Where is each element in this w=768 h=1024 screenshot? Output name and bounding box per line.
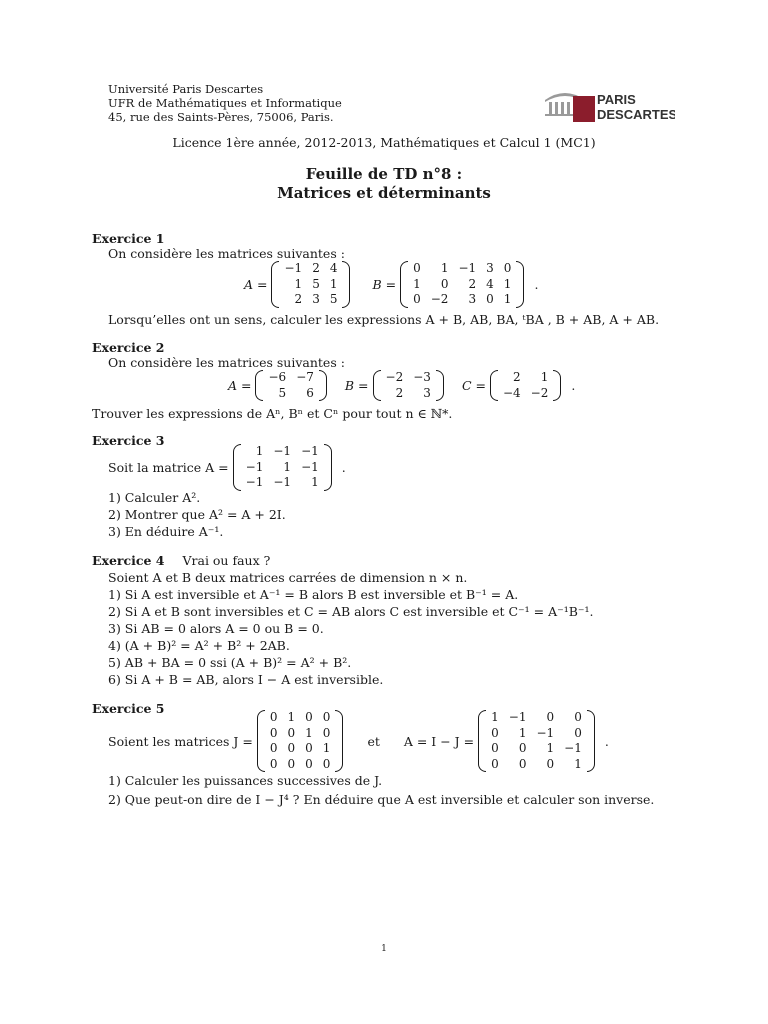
matrix-entry: 0 [546, 756, 555, 771]
matrix-entry: 1 [503, 276, 512, 291]
exercise-1-matrices: A = −1 2 4 1 5 1 2 3 5 B = 0 1 −1 3 0 1 0 2 4 1 0 −2 3 0 1 . [244, 261, 539, 306]
right-parenthesis [319, 370, 327, 401]
exercise-4-heading: Exercice 4 [92, 553, 165, 568]
matrix-entry: 2 [294, 292, 303, 306]
matrix-entry: 0 [503, 261, 512, 275]
left-parenthesis [373, 370, 381, 401]
matrix-entry: 0 [269, 710, 278, 724]
matrix-entry: 1 [540, 370, 549, 384]
matrix-entry: 0 [287, 725, 296, 740]
matrix-entry: 3 [423, 385, 431, 400]
matrix-c [490, 370, 561, 401]
matrix-entry: −1 [301, 459, 319, 474]
right-parenthesis [335, 710, 343, 772]
exercise-4-item: 6) Si A + B = AB, alors I − A est inversible. [108, 672, 384, 687]
left-parenthesis [255, 370, 263, 401]
exercise-1-intro: On considère les matrices suivantes : [108, 246, 345, 261]
exercise-5-heading: Exercice 5 [92, 701, 165, 716]
left-parenthesis [233, 444, 241, 491]
exercise-4-item: 1) Si A est inversible et A⁻¹ = B alors B est inversible et B⁻¹ = A. [108, 587, 519, 602]
matrix-j [257, 710, 344, 772]
matrix-entry: 2 [395, 385, 404, 400]
matrix-b [400, 261, 524, 308]
paris-descartes-logo [543, 86, 675, 124]
matrix-entry: −1 [536, 725, 555, 740]
matrix-entry: 1 [329, 276, 338, 291]
department-name: UFR de Mathématiques et Informatique [108, 96, 342, 110]
matrix-entry: 1 [518, 725, 527, 740]
matrix-entry: 0 [269, 725, 278, 740]
exercise-5-q2: 2) Que peut-on dire de I − J⁴ ? En déduire que A est inversible et calculer son inverse. [108, 792, 655, 807]
matrix-entry: 1 [283, 459, 292, 474]
right-parenthesis [436, 370, 444, 401]
matrix-a [233, 444, 332, 491]
university-name: Université Paris Descartes [108, 82, 264, 96]
matrix-entry: 4 [486, 276, 494, 291]
exercise-4-intro: Soient A et B deux matrices carrées de dimension n × n. [108, 570, 468, 585]
matrix-entry: 1 [255, 444, 264, 458]
matrix-entry: −1 [564, 741, 582, 755]
exercise-3-heading: Exercice 3 [92, 433, 165, 448]
matrix-entry: 1 [322, 741, 331, 755]
page-number: 1 [381, 944, 387, 954]
matrix-entry: 1 [287, 710, 296, 724]
matrix-entry: 0 [546, 710, 555, 724]
matrix-entry: 3 [486, 261, 494, 275]
matrix-entry: 0 [413, 292, 421, 306]
svg-text:PARIS: PARIS [597, 92, 636, 107]
matrix-entry: 1 [440, 261, 449, 275]
exercise-4-item: 5) AB + BA = 0 ssi (A + B)² = A² + B². [108, 655, 352, 670]
left-parenthesis [490, 370, 498, 401]
matrix-entry: 0 [574, 725, 582, 740]
matrix-entry: −1 [245, 475, 264, 489]
matrix-b [373, 370, 444, 401]
matrix-entry: 5 [329, 292, 338, 306]
matrix-entry: 0 [269, 741, 278, 755]
exercise-2-question: Trouver les expressions de Aⁿ, Bⁿ et Cⁿ pour tout n ∈ ℕ*. [92, 406, 453, 421]
left-parenthesis [400, 261, 408, 308]
exercise-4-item: 3) Si AB = 0 alors A = 0 ou B = 0. [108, 621, 324, 636]
exercise-4-subtitle: Vrai ou faux ? [182, 553, 271, 568]
matrix-entry: 1 [574, 756, 582, 771]
matrix-entry: 0 [491, 725, 499, 740]
matrix-entry: 0 [518, 741, 527, 755]
exercise-1-question: Lorsqu’elles ont un sens, calculer les expressions A + B, AB, BA, ᵗBA , B + AB, A + AB. [108, 312, 660, 327]
matrix-entry: 2 [513, 370, 521, 384]
matrix-entry: −3 [413, 370, 431, 384]
matrix-entry: 3 [468, 292, 477, 306]
exercise-5-matrices: Soient les matrices J = 0 1 0 0 0 0 1 0 0 0 0 1 0 0 0 0 et A = I − J = 1 −1 0 0 0 1 −1 0 0 0 1 −1 0 0 0 1 . [108, 710, 609, 771]
matrix-entry: −1 [245, 459, 264, 474]
matrix-entry: 0 [518, 756, 527, 771]
exercise-3-q2: 2) Montrer que A² = A + 2I. [108, 507, 286, 522]
matrix-entry: 3 [312, 292, 320, 306]
matrix-entry: −2 [385, 370, 404, 384]
matrix-entry: 0 [305, 756, 313, 771]
exercise-4-heading-line [92, 553, 270, 568]
right-parenthesis [342, 261, 350, 308]
matrix-entry: 1 [311, 475, 319, 489]
matrix-entry: 5 [278, 385, 287, 400]
exercise-4-item: 4) (A + B)² = A² + B² + 2AB. [108, 638, 290, 653]
exercise-5-q1: 1) Calculer les puissances successives de J. [108, 773, 383, 788]
title-line-2: Matrices et déterminants [277, 184, 491, 202]
exercise-5-et: et [367, 733, 380, 749]
exercise-3-intro: Soit la matrice A = [108, 459, 229, 475]
exercise-2-matrices: A = −6 −7 5 6 B = −2 −3 2 3 C = 2 1 −4 −2 . [228, 370, 576, 400]
right-parenthesis [553, 370, 561, 401]
matrix-entry: 0 [305, 741, 313, 755]
matrix-entry: −2 [530, 385, 549, 400]
page-title [0, 165, 768, 203]
matrix-entry: 0 [287, 741, 296, 755]
matrix-entry: −7 [296, 370, 314, 384]
matrix-entry: −2 [430, 292, 449, 306]
matrix-entry: 0 [322, 710, 331, 724]
matrix-entry: 5 [312, 276, 320, 291]
matrix-entry: −1 [284, 261, 303, 275]
matrix-a [255, 370, 326, 401]
matrix-entry: −4 [502, 385, 521, 400]
right-parenthesis [587, 710, 595, 772]
exercise-3-q1: 1) Calculer A². [108, 490, 201, 505]
matrix-entry: 4 [329, 261, 338, 275]
right-parenthesis [516, 261, 524, 308]
matrix-entry: −1 [273, 475, 292, 489]
matrix-entry: 0 [322, 756, 331, 771]
matrix-entry: 1 [413, 276, 421, 291]
matrix-entry: 1 [294, 276, 303, 291]
exercise-4-item: 2) Si A et B sont inversibles et C = AB alors C est inversible et C⁻¹ = A⁻¹B⁻¹. [108, 604, 594, 619]
matrix-entry: 0 [486, 292, 494, 306]
exercise-5-a-label: A = I − J = [403, 733, 475, 749]
course-line: Licence 1ère année, 2012-2013, Mathématiques et Calcul 1 (MC1) [172, 135, 596, 150]
matrix-entry: 1 [503, 292, 512, 306]
matrix-entry: −1 [301, 444, 319, 458]
right-parenthesis [324, 444, 332, 491]
left-parenthesis [271, 261, 279, 308]
matrix-entry: −1 [458, 261, 477, 275]
title-line-1: Feuille de TD n°8 : [305, 165, 463, 183]
matrix-entry: 0 [491, 741, 499, 755]
matrix-a [271, 261, 350, 308]
matrix-entry: −6 [268, 370, 287, 384]
svg-text:DESCARTES: DESCARTES [597, 107, 675, 122]
left-parenthesis [257, 710, 265, 772]
matrix-entry: 0 [491, 756, 499, 771]
matrix-entry: −1 [508, 710, 527, 724]
matrix-entry: 6 [306, 385, 314, 400]
exercise-5-intro: Soient les matrices J = [108, 733, 253, 749]
matrix-entry: 1 [491, 710, 499, 724]
matrix-entry: 0 [322, 725, 331, 740]
matrix-entry: 1 [546, 741, 555, 755]
exercise-3-matrix-line: Soit la matrice A = 1 −1 −1 −1 1 −1 −1 −1 1 . [108, 444, 346, 489]
matrix-a [478, 710, 595, 772]
matrix-entry: 0 [574, 710, 582, 724]
exercise-2-heading: Exercice 2 [92, 340, 165, 355]
matrix-entry: 1 [305, 725, 313, 740]
matrix-entry: 0 [413, 261, 421, 275]
institution-address [108, 82, 342, 124]
address: 45, rue des Saints-Pères, 75006, Paris. [108, 110, 334, 124]
exercise-3-q3: 3) En déduire A⁻¹. [108, 524, 224, 539]
matrix-entry: 2 [312, 261, 320, 275]
matrix-entry: 0 [305, 710, 313, 724]
left-parenthesis [478, 710, 486, 772]
matrix-entry: 0 [287, 756, 296, 771]
matrix-entry: 0 [269, 756, 278, 771]
matrix-entry: 0 [440, 276, 449, 291]
exercise-1-heading: Exercice 1 [92, 231, 165, 246]
matrix-entry: −1 [273, 444, 292, 458]
matrix-entry: 2 [468, 276, 477, 291]
exercise-2-intro: On considère les matrices suivantes : [108, 355, 345, 370]
